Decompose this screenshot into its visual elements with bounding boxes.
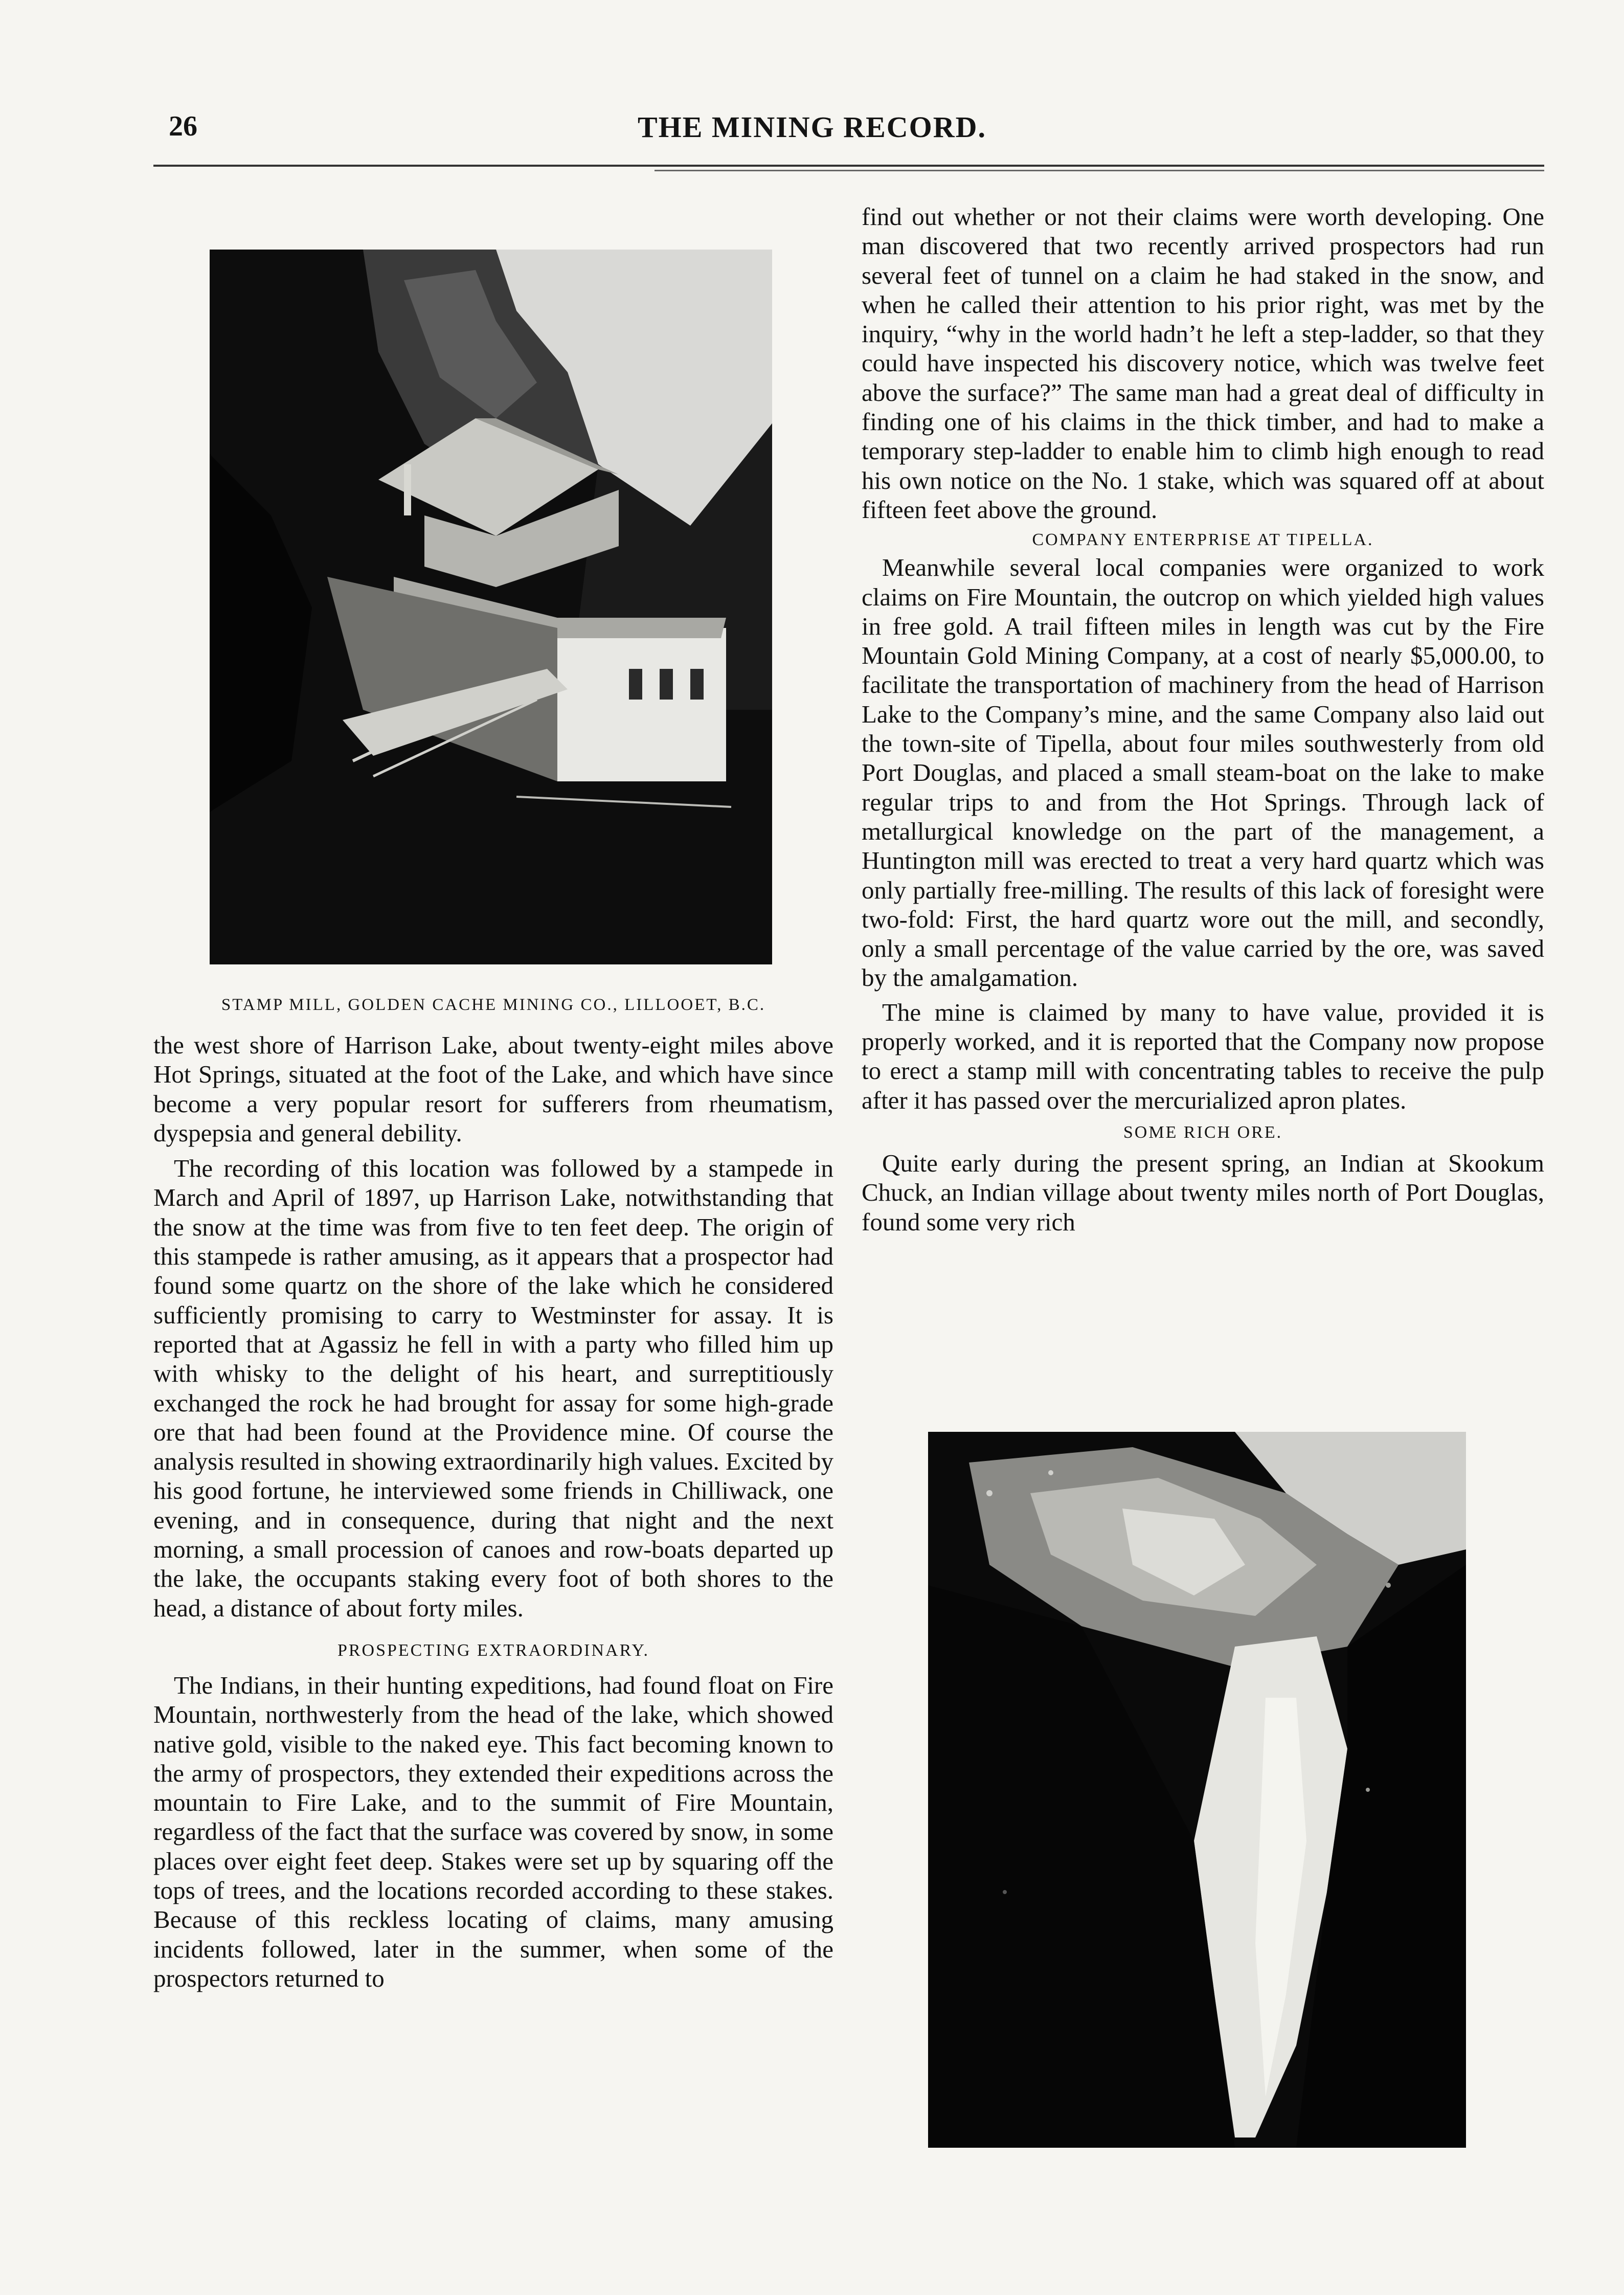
section-heading-company-enterprise: COMPANY ENTERPRISE AT TIPELLA. [1032,530,1374,550]
right-paragraph-3: The mine is claimed by many to have value, provided it is properly worked, and it is reported that the Company now propose to erect a stamp mill with concentrating tables to receive the pulp after it has passed over the mercurialized apron plates. [862,998,1544,1114]
section-heading-prospecting: PROSPECTING EXTRAORDINARY. [337,1640,650,1660]
right-paragraph-2: Meanwhile several local companies were organized to work claims on Fire Mountain, the outcrop on which yielded high values in free gold. A trail fifteen miles in length was cut by the Fire Mountain Gold Mining Company, at a cost of nearly $5,000.00, to facilitate the transportation of machinery from the head of Harrison Lake to the Company’s mine, and the same Company also laid out the town-site of Tipella, about four miles southwesterly from old Port Douglas, and placed a small steam-boat on the lake to make regular trips to and from the Hot Springs. Through lack of metallurgical knowledge on the part of the management, a Huntington mill was erected to treat a very hard quartz which was only partially free-milling. The results of this lack of foresight were two-fold: First, the hard quartz wore out the mill, and secondly, only a small percentage of the value carried by the ore, was saved by the amalgamation. [862,553,1544,992]
mountain-photo [928,1432,1466,2148]
right-column [862,202,1544,1236]
header-rule [153,165,1544,167]
page-number: 26 [169,110,197,142]
section-heading-rich-ore: SOME RICH ORE. [1123,1122,1283,1142]
right-paragraph-1: find out whether or not their claims were worth developing. One man discovered that two recently arrived prospectors had run several feet of tunnel on a claim he had staked in the snow, and when he called their attention to his prior right, was met by the inquiry, “why in the world hadn’t he left a step-ladder, so that they could have inspected his discovery notice, which was twelve feet above the surface?” The same man had a great deal of difficulty in finding one of his claims in the thick timber, and had to make a temporary step-ladder to enable him to climb high enough to read his own notice on the No. 1 stake, which was squared off at about fifteen feet above the ground. [862,202,1544,524]
stamp-mill-photo [210,250,772,964]
stamp-mill-illustration [210,250,772,964]
left-paragraph-1: the west shore of Harrison Lake, about twenty-eight miles above Hot Springs, situated at the foot of the Lake, and which have since become a very popular resort for sufferers from rheumatism, dyspepsia and general debility. [153,1031,833,1147]
left-paragraph-2: The recording of this location was followed by a stampede in March and April of 1897, up Harrison Lake, notwithstanding that the snow at the time was from five to ten feet deep. The origin of this stampede is rather amusing, as it appears that a prospector had found some quartz on the shore of the lake which he considered sufficiently promising to carry to Westminster for assay. It is reported that at Agassiz he fell in with a party who filled him up with whisky to the delight of his heart, and surreptitiously exchanged the rock he had brought for assay for some high-grade ore that had been found at the Providence mine. Of course the analysis resulted in showing extraordinarily high values. Excited by his good fortune, he interviewed some friends in Chilliwack, one evening, and in consequence, during that night and the next morning, a small procession of canoes and row-boats departed up the lake, the occupants staking every foot of both shores to the head, a distance of about forty miles. [153,1154,833,1622]
right-paragraph-4: Quite early during the present spring, an Indian at Skookum Chuck, an Indian village about twenty miles north of Port Douglas, found some very rich [862,1149,1544,1236]
journal-title: THE MINING RECORD. [637,110,987,144]
mountain-illustration [928,1432,1466,2148]
header-rule-secondary [655,170,1544,171]
left-column [153,1030,833,1993]
left-paragraph-3: The Indians, in their hunting expeditions, had found float on Fire Mountain, northwesterly from the head of the lake, which showed native gold, visible to the naked eye. This fact becoming known to the army of prospectors, they extended their expeditions across the mountain to Fire Lake, and to the summit of Fire Mountain, regardless of the fact that the surface was covered by snow, in some places over eight feet deep. Stakes were set up by squaring off the tops of trees, and the locations recorded according to these stakes. Because of this reckless locating of claims, many amusing incidents followed, later in the summer, when some of the prospectors returned to [153,1671,833,1992]
page-header [0,110,1624,151]
stamp-mill-caption: STAMP MILL, GOLDEN CACHE MINING CO., LILLOOET, B.C. [221,996,766,1014]
